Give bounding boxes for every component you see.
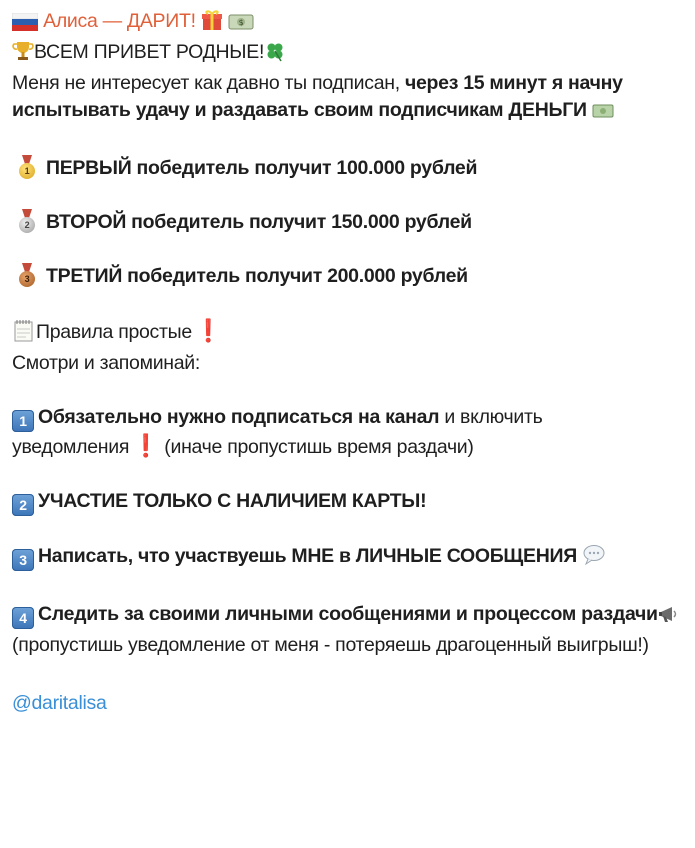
- rule-2-bold: УЧАСТИЕ ТОЛЬКО С НАЛИЧИЕМ КАРТЫ!: [38, 490, 427, 512]
- clover-icon: [264, 40, 286, 70]
- gold-medal-icon: 1: [16, 155, 38, 179]
- channel-link[interactable]: @daritalisa: [12, 692, 107, 714]
- silver-medal-icon: 2: [16, 209, 38, 233]
- sender-name[interactable]: Алиса — ДАРИТ!: [43, 10, 196, 32]
- russia-flag-icon: [12, 12, 38, 39]
- prize-second-text: ВТОРОЙ победитель получит 150.000 рублей: [46, 211, 472, 233]
- prize-first-text: ПЕРВЫЙ победитель получит 100.000 рублей: [46, 157, 478, 179]
- notepad-icon: [12, 318, 36, 350]
- rule-2: [12, 488, 681, 516]
- rules-subtitle: Смотри и запоминай:: [12, 352, 201, 374]
- keycap-2-icon: 2: [12, 494, 34, 516]
- rule-4-plain: (пропустишь уведомление от меня - потеряешь драгоценный выигрыш!): [12, 634, 649, 656]
- keycap-4-icon: 4: [12, 607, 34, 629]
- rules-title-line: [12, 317, 681, 350]
- exclamation-icon: ❗: [194, 318, 222, 343]
- gift-icon: [201, 9, 223, 39]
- rule-1-tail: (иначе пропустишь время раздачи): [159, 436, 474, 458]
- money-icon: [228, 12, 254, 39]
- intro-paragraph: [12, 70, 681, 128]
- rule-1: [12, 404, 681, 461]
- keycap-1-icon: 1: [12, 410, 34, 432]
- prize-third: [12, 263, 681, 290]
- rule-4-bold: Следить за своими личными сообщениями и процессом раздачи: [38, 603, 658, 625]
- rule-1-plain: и включить уведомления: [12, 406, 543, 458]
- message-header: [12, 8, 681, 39]
- prize-first: [12, 155, 681, 182]
- rule-3: [12, 543, 681, 574]
- bronze-medal-icon: 3: [16, 263, 38, 287]
- intro-bold: через 15 минут я начну испытывать удачу и раздавать своим подписчикам ДЕНЬГИ: [12, 72, 623, 121]
- greeting-text: ВСЕМ ПРИВЕТ РОДНЫЕ!: [34, 41, 265, 63]
- keycap-3-icon: 3: [12, 549, 34, 571]
- greeting-line: [12, 39, 681, 70]
- rule-1-bold: Обязательно нужно подписаться на канал: [38, 406, 440, 428]
- prize-third-text: ТРЕТИЙ победитель получит 200.000 рублей: [46, 265, 468, 287]
- prize-second: [12, 209, 681, 236]
- trophy-icon: [12, 40, 34, 70]
- svg-text:$: $: [238, 18, 244, 27]
- rule-3-bold: Написать, что участвуешь МНЕ в ЛИЧНЫЕ СООБЩЕНИЯ: [38, 545, 577, 567]
- rules-title: Правила простые: [36, 321, 192, 343]
- rule-4: [12, 601, 681, 659]
- money-icon: [592, 101, 614, 128]
- speech-bubble-icon: [582, 544, 606, 574]
- megaphone-icon: [658, 604, 680, 632]
- exclamation-icon: ❗: [132, 433, 160, 458]
- intro-plain: Меня не интересует как давно ты подписан,: [12, 72, 405, 94]
- channel-link-line: [12, 690, 681, 717]
